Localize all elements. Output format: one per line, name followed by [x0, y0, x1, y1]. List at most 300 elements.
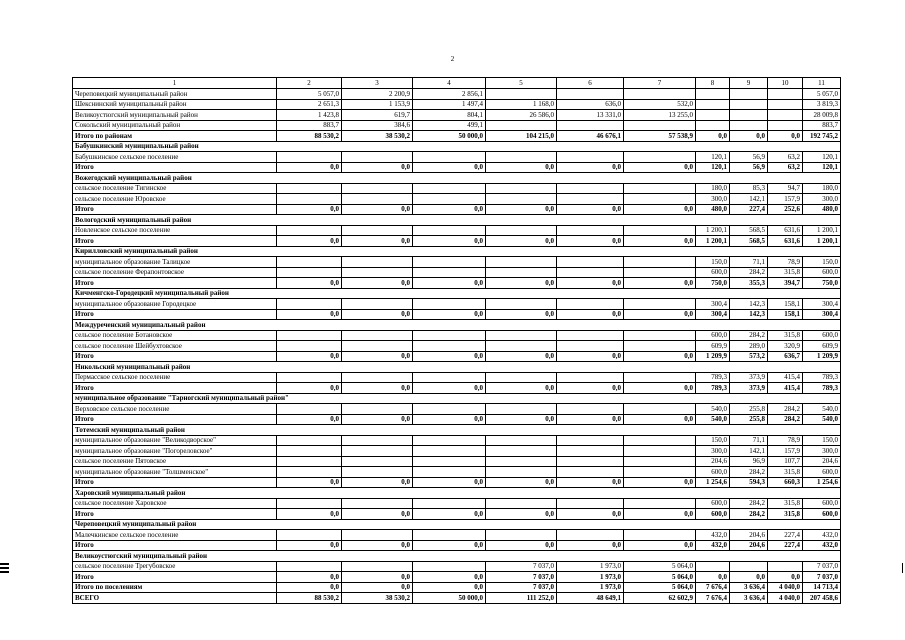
value-cell — [486, 498, 557, 509]
value-cell: 0,0 — [277, 509, 342, 520]
value-cell: 204,6 — [803, 456, 841, 467]
value-cell — [768, 99, 803, 110]
value-cell: 7 676,4 — [696, 582, 730, 593]
row-label: Бабушкинское сельское поселение — [73, 152, 277, 163]
value-cell: 7 037,0 — [803, 572, 841, 583]
value-cell: 142,1 — [730, 194, 768, 205]
value-cell: 600,0 — [696, 267, 730, 278]
value-cell — [624, 435, 696, 446]
value-cell: 48 649,1 — [557, 593, 624, 604]
value-cell: 0,0 — [557, 414, 624, 425]
row-label: Итого — [73, 162, 277, 173]
value-cell — [342, 152, 413, 163]
value-cell: 1 209,9 — [803, 351, 841, 362]
value-cell: 5 057,0 — [277, 89, 342, 100]
row-label: Малечкинское сельское поселение — [73, 530, 277, 541]
total-row — [73, 162, 841, 173]
value-cell: 71,1 — [730, 435, 768, 446]
section-header-row — [73, 488, 841, 499]
value-cell: 5 064,0 — [624, 572, 696, 583]
value-cell — [342, 404, 413, 415]
value-cell: 540,0 — [803, 414, 841, 425]
value-cell — [342, 435, 413, 446]
total-row — [73, 309, 841, 320]
value-cell: 2 856,1 — [413, 89, 486, 100]
value-cell: 255,8 — [730, 414, 768, 425]
value-cell — [486, 456, 557, 467]
table-row — [73, 299, 841, 310]
value-cell: 94,7 — [768, 183, 803, 194]
row-label: Итого — [73, 477, 277, 488]
table-row — [73, 435, 841, 446]
value-cell: 0,0 — [277, 572, 342, 583]
value-cell — [624, 530, 696, 541]
value-cell — [277, 257, 342, 268]
value-cell — [557, 299, 624, 310]
value-cell — [413, 341, 486, 352]
total-row — [73, 540, 841, 551]
value-cell: 78,9 — [768, 435, 803, 446]
value-cell: 600,0 — [803, 267, 841, 278]
value-cell — [696, 120, 730, 131]
value-cell — [277, 225, 342, 236]
value-cell: 300,0 — [696, 446, 730, 457]
row-label: Пермасское сельское поселение — [73, 372, 277, 383]
value-cell — [413, 467, 486, 478]
value-cell: 415,4 — [768, 372, 803, 383]
value-cell: 373,9 — [730, 383, 768, 394]
row-label: Итого по поселениям — [73, 582, 277, 593]
value-cell: 315,8 — [768, 509, 803, 520]
value-cell: 107,7 — [768, 456, 803, 467]
row-label: муниципальное образование Городецкое — [73, 299, 277, 310]
table-row — [73, 456, 841, 467]
value-cell: 600,0 — [803, 330, 841, 341]
value-cell: 0,0 — [277, 414, 342, 425]
value-cell: 600,0 — [696, 509, 730, 520]
value-cell: 789,3 — [803, 372, 841, 383]
value-cell — [486, 467, 557, 478]
value-cell: 0,0 — [342, 509, 413, 520]
value-cell — [624, 456, 696, 467]
value-cell: 300,4 — [696, 299, 730, 310]
value-cell: 0,0 — [413, 383, 486, 394]
value-cell: 0,0 — [486, 414, 557, 425]
table-row — [73, 498, 841, 509]
value-cell: 120,1 — [696, 152, 730, 163]
value-cell: 0,0 — [624, 309, 696, 320]
value-cell — [624, 498, 696, 509]
value-cell: 142,3 — [730, 309, 768, 320]
value-cell: 1 200,1 — [696, 236, 730, 247]
header-cell: 11 — [803, 78, 841, 89]
value-cell: 0,0 — [557, 309, 624, 320]
value-cell — [486, 372, 557, 383]
value-cell: 14 713,4 — [803, 582, 841, 593]
value-cell: 85,3 — [730, 183, 768, 194]
section-header-row — [73, 551, 841, 562]
section-title: Череповецкий муниципальный район — [73, 519, 841, 530]
value-cell: 0,0 — [413, 582, 486, 593]
value-cell: 609,9 — [803, 341, 841, 352]
value-cell — [696, 561, 730, 572]
value-cell — [277, 183, 342, 194]
value-cell: 71,1 — [730, 257, 768, 268]
value-cell — [624, 341, 696, 352]
value-cell: 192 745,2 — [803, 131, 841, 142]
value-cell: 631,6 — [768, 225, 803, 236]
value-cell: 373,9 — [730, 372, 768, 383]
value-cell — [277, 530, 342, 541]
value-cell — [624, 267, 696, 278]
value-cell: 480,0 — [696, 204, 730, 215]
value-cell: 600,0 — [696, 467, 730, 478]
value-cell — [277, 372, 342, 383]
header-cell: 6 — [557, 78, 624, 89]
value-cell: 568,5 — [730, 225, 768, 236]
value-cell: 0,0 — [624, 509, 696, 520]
value-cell: 284,2 — [730, 330, 768, 341]
value-cell — [696, 99, 730, 110]
row-label: муниципальное образование Талицкое — [73, 257, 277, 268]
value-cell: 0,0 — [413, 540, 486, 551]
value-cell — [486, 530, 557, 541]
value-cell: 204,6 — [730, 540, 768, 551]
value-cell: 150,0 — [696, 435, 730, 446]
value-cell: 0,0 — [413, 278, 486, 289]
value-cell: 26 586,0 — [486, 110, 557, 121]
value-cell: 38 530,2 — [342, 131, 413, 142]
value-cell — [624, 330, 696, 341]
value-cell: 150,0 — [696, 257, 730, 268]
value-cell: 88 530,2 — [277, 593, 342, 604]
table-row — [73, 120, 841, 131]
value-cell: 0,0 — [413, 572, 486, 583]
table-row — [73, 194, 841, 205]
row-label: Сокольский муниципальный район — [73, 120, 277, 131]
right-margin-mark — [902, 563, 903, 573]
value-cell: 180,0 — [803, 183, 841, 194]
table-row — [73, 110, 841, 121]
value-cell — [557, 530, 624, 541]
value-cell — [342, 299, 413, 310]
value-cell — [277, 456, 342, 467]
section-title: Бабушкинский муниципальный район — [73, 141, 841, 152]
value-cell: 227,4 — [730, 204, 768, 215]
value-cell: 3 636,4 — [730, 582, 768, 593]
value-cell: 480,0 — [803, 204, 841, 215]
value-cell — [413, 372, 486, 383]
value-cell: 46 676,1 — [557, 131, 624, 142]
value-cell: 1 200,1 — [803, 236, 841, 247]
value-cell: 78,9 — [768, 257, 803, 268]
value-cell — [486, 435, 557, 446]
value-cell: 883,7 — [277, 120, 342, 131]
value-cell: 883,7 — [803, 120, 841, 131]
table-row — [73, 330, 841, 341]
value-cell — [696, 110, 730, 121]
value-cell — [342, 530, 413, 541]
total-row — [73, 593, 841, 604]
value-cell — [342, 194, 413, 205]
value-cell: 0,0 — [342, 162, 413, 173]
value-cell — [342, 456, 413, 467]
value-cell — [413, 299, 486, 310]
value-cell: 660,3 — [768, 477, 803, 488]
value-cell: 315,8 — [768, 330, 803, 341]
header-cell: 3 — [342, 78, 413, 89]
row-label: сельское поселение Юровское — [73, 194, 277, 205]
value-cell — [624, 372, 696, 383]
value-cell: 0,0 — [624, 236, 696, 247]
header-cell: 2 — [277, 78, 342, 89]
value-cell: 63,2 — [768, 152, 803, 163]
value-cell: 0,0 — [277, 278, 342, 289]
value-cell: 609,9 — [696, 341, 730, 352]
value-cell: 1 168,0 — [486, 99, 557, 110]
value-cell — [413, 530, 486, 541]
header-cell: 1 — [73, 78, 277, 89]
value-cell — [768, 110, 803, 121]
value-cell: 315,8 — [768, 498, 803, 509]
value-cell: 384,6 — [342, 120, 413, 131]
value-cell: 255,8 — [730, 404, 768, 415]
value-cell: 157,9 — [768, 446, 803, 457]
section-header-row — [73, 393, 841, 404]
value-cell — [277, 341, 342, 352]
value-cell — [342, 183, 413, 194]
value-cell — [624, 257, 696, 268]
section-title: Вожегодский муниципальный район — [73, 173, 841, 184]
table-row — [73, 404, 841, 415]
value-cell — [486, 183, 557, 194]
table-row — [73, 467, 841, 478]
value-cell: 111 252,0 — [486, 593, 557, 604]
value-cell: 0,0 — [413, 509, 486, 520]
section-title: Харовский муниципальный район — [73, 488, 841, 499]
value-cell: 0,0 — [557, 509, 624, 520]
section-header-row — [73, 246, 841, 257]
value-cell: 3 636,4 — [730, 593, 768, 604]
value-cell: 0,0 — [624, 477, 696, 488]
value-cell: 120,1 — [803, 162, 841, 173]
value-cell: 0,0 — [413, 351, 486, 362]
left-margin-mark — [0, 571, 9, 573]
value-cell — [624, 89, 696, 100]
value-cell: 636,0 — [557, 99, 624, 110]
value-cell: 7 676,4 — [696, 593, 730, 604]
table-row — [73, 341, 841, 352]
value-cell: 0,0 — [624, 278, 696, 289]
value-cell — [730, 89, 768, 100]
value-cell — [486, 341, 557, 352]
value-cell — [557, 341, 624, 352]
value-cell — [486, 257, 557, 268]
value-cell: 300,4 — [803, 309, 841, 320]
value-cell: 0,0 — [277, 162, 342, 173]
value-cell: 789,3 — [696, 383, 730, 394]
value-cell — [557, 194, 624, 205]
value-cell: 750,0 — [803, 278, 841, 289]
value-cell: 0,0 — [486, 309, 557, 320]
total-row — [73, 131, 841, 142]
value-cell — [557, 257, 624, 268]
value-cell — [730, 561, 768, 572]
value-cell — [342, 372, 413, 383]
value-cell — [768, 89, 803, 100]
value-cell — [413, 456, 486, 467]
row-label: сельское поселение Харовское — [73, 498, 277, 509]
value-cell: 96,9 — [730, 456, 768, 467]
value-cell: 1 973,0 — [557, 582, 624, 593]
value-cell: 432,0 — [803, 540, 841, 551]
row-label: Новленское сельское поселение — [73, 225, 277, 236]
value-cell: 0,0 — [624, 383, 696, 394]
value-cell — [342, 561, 413, 572]
value-cell: 0,0 — [342, 572, 413, 583]
section-title: Великоустюгский муниципальный район — [73, 551, 841, 562]
value-cell — [730, 110, 768, 121]
value-cell: 600,0 — [696, 330, 730, 341]
section-header-row — [73, 141, 841, 152]
row-label: Итого — [73, 351, 277, 362]
row-label: муниципальное образование "Толшменское" — [73, 467, 277, 478]
total-row — [73, 509, 841, 520]
value-cell: 540,0 — [696, 414, 730, 425]
value-cell: 0,0 — [486, 236, 557, 247]
value-cell: 0,0 — [342, 278, 413, 289]
value-cell: 432,0 — [696, 530, 730, 541]
value-cell: 600,0 — [803, 467, 841, 478]
table-row — [73, 561, 841, 572]
value-cell: 2 200,9 — [342, 89, 413, 100]
section-header-row — [73, 173, 841, 184]
value-cell: 394,7 — [768, 278, 803, 289]
value-cell: 355,3 — [730, 278, 768, 289]
value-cell: 0,0 — [696, 131, 730, 142]
value-cell — [768, 561, 803, 572]
table-row — [73, 225, 841, 236]
value-cell: 3 819,3 — [803, 99, 841, 110]
value-cell — [557, 498, 624, 509]
value-cell: 540,0 — [803, 404, 841, 415]
value-cell: 594,3 — [730, 477, 768, 488]
value-cell — [624, 120, 696, 131]
value-cell: 540,0 — [696, 404, 730, 415]
value-cell — [557, 152, 624, 163]
value-cell: 4 040,0 — [768, 593, 803, 604]
value-cell — [624, 446, 696, 457]
value-cell: 158,1 — [768, 309, 803, 320]
value-cell — [557, 267, 624, 278]
value-cell: 204,6 — [696, 456, 730, 467]
table-row — [73, 530, 841, 541]
row-label: Итого — [73, 572, 277, 583]
value-cell: 28 009,8 — [803, 110, 841, 121]
table-row — [73, 152, 841, 163]
value-cell — [277, 561, 342, 572]
value-cell: 13 331,0 — [557, 110, 624, 121]
value-cell: 157,9 — [768, 194, 803, 205]
value-cell: 150,0 — [803, 435, 841, 446]
row-label: сельское поселение Трегубовское — [73, 561, 277, 572]
value-cell: 0,0 — [277, 477, 342, 488]
value-cell: 600,0 — [803, 498, 841, 509]
value-cell: 0,0 — [730, 131, 768, 142]
value-cell: 315,8 — [768, 467, 803, 478]
value-cell — [730, 99, 768, 110]
left-margin-mark — [0, 567, 9, 569]
row-label: Череповецкий муниципальный район — [73, 89, 277, 100]
total-row — [73, 278, 841, 289]
value-cell: 0,0 — [557, 278, 624, 289]
value-cell: 50 000,0 — [413, 131, 486, 142]
value-cell — [277, 152, 342, 163]
value-cell — [277, 404, 342, 415]
value-cell: 0,0 — [277, 540, 342, 551]
table-row — [73, 89, 841, 100]
value-cell — [486, 446, 557, 457]
value-cell: 57 538,9 — [624, 131, 696, 142]
value-cell: 5 057,0 — [803, 89, 841, 100]
value-cell — [413, 267, 486, 278]
row-label: сельское поселение Ботановское — [73, 330, 277, 341]
value-cell — [624, 183, 696, 194]
header-cell: 10 — [768, 78, 803, 89]
value-cell: 804,1 — [413, 110, 486, 121]
row-label: Итого — [73, 309, 277, 320]
value-cell: 0,0 — [342, 414, 413, 425]
section-title: Кичменгско-Городецкий муниципальный район — [73, 288, 841, 299]
value-cell: 0,0 — [342, 351, 413, 362]
value-cell: 0,0 — [486, 509, 557, 520]
value-cell — [342, 330, 413, 341]
value-cell: 7 037,0 — [486, 582, 557, 593]
value-cell: 1 200,1 — [696, 225, 730, 236]
value-cell — [486, 225, 557, 236]
row-label: Итого — [73, 383, 277, 394]
value-cell — [486, 299, 557, 310]
value-cell: 573,2 — [730, 351, 768, 362]
value-cell: 0,0 — [768, 572, 803, 583]
value-cell: 0,0 — [624, 351, 696, 362]
value-cell: 0,0 — [557, 162, 624, 173]
value-cell: 0,0 — [413, 162, 486, 173]
section-title: Кирилловский муниципальный район — [73, 246, 841, 257]
value-cell — [624, 194, 696, 205]
budget-table — [72, 77, 841, 604]
row-label: Итого — [73, 509, 277, 520]
value-cell: 0,0 — [730, 572, 768, 583]
value-cell — [557, 372, 624, 383]
value-cell: 4 040,0 — [768, 582, 803, 593]
value-cell: 88 530,2 — [277, 131, 342, 142]
header-cell: 7 — [624, 78, 696, 89]
value-cell — [277, 498, 342, 509]
table-body — [73, 78, 841, 604]
value-cell — [557, 435, 624, 446]
value-cell: 284,2 — [768, 404, 803, 415]
value-cell: 56,9 — [730, 162, 768, 173]
value-cell — [413, 498, 486, 509]
value-cell: 0,0 — [342, 477, 413, 488]
value-cell: 0,0 — [768, 131, 803, 142]
row-label: муниципальное образование "Великодворское" — [73, 435, 277, 446]
value-cell — [696, 89, 730, 100]
value-cell: 300,4 — [696, 309, 730, 320]
value-cell: 0,0 — [413, 477, 486, 488]
value-cell: 227,4 — [768, 530, 803, 541]
